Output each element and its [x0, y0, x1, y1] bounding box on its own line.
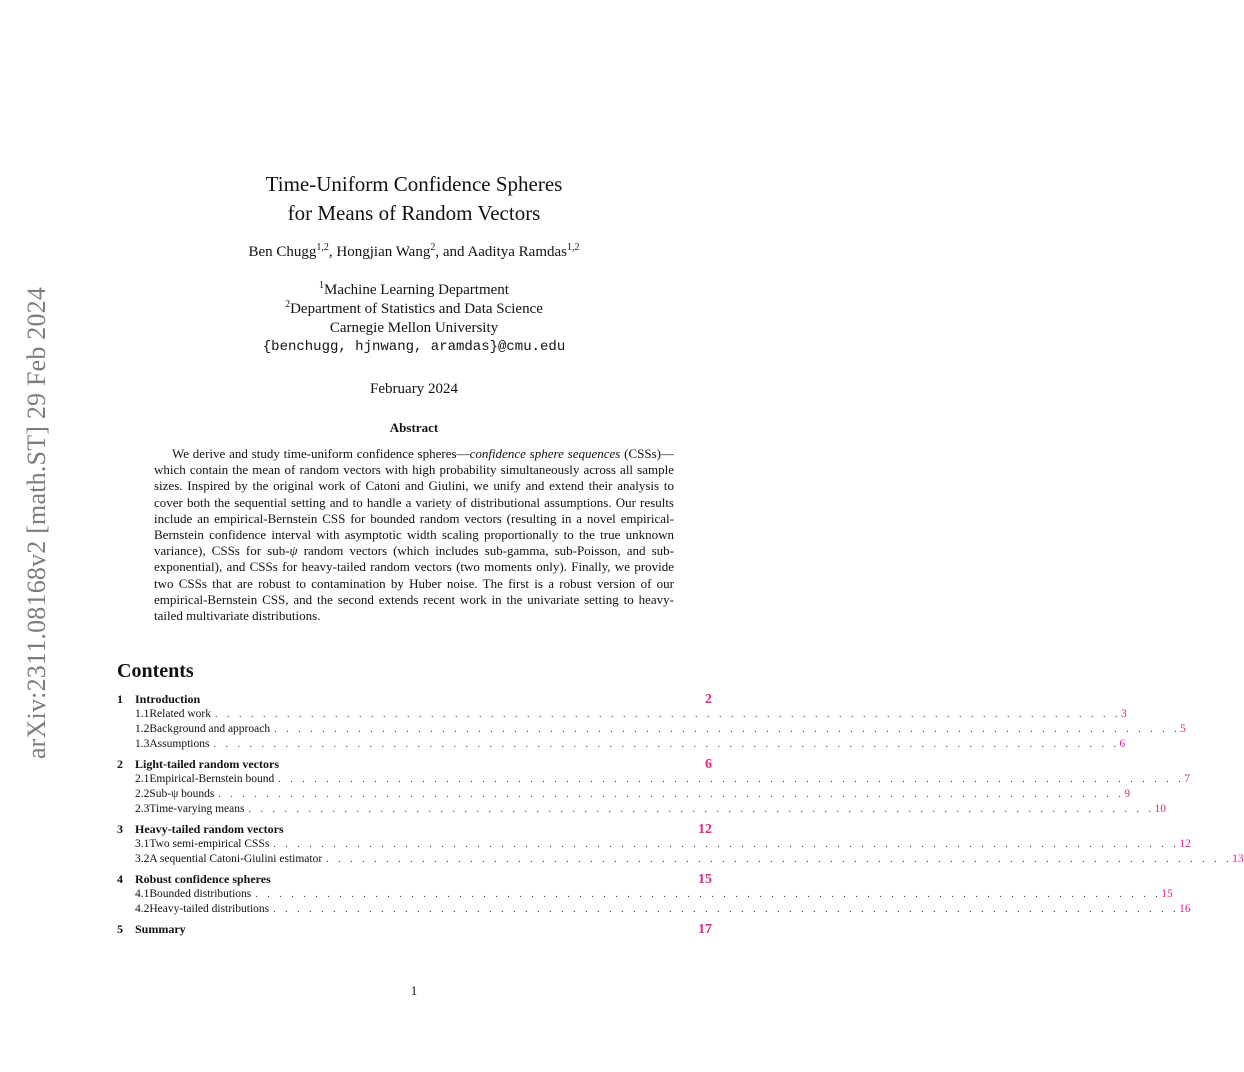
toc-subsection-number: 1.2 — [135, 723, 150, 735]
affiliations — [0, 281, 828, 357]
toc-section-title: Introduction — [135, 692, 201, 706]
toc-page-link[interactable]: 16 — [1179, 903, 1191, 915]
author-sep-1: , — [328, 244, 337, 260]
toc-subsection[interactable] — [117, 853, 1244, 868]
toc-subsection-number: 1.1 — [135, 708, 150, 720]
toc-leader-dots: . . . . . . . . . . . . . . . . . . . . . . . . . . . . . . . . . . . . . . . . . . . . . . . . . . . . . . . . . . . . . . . . . . . . . . . . . . . . — [273, 839, 1180, 850]
toc-page-link[interactable]: 3 — [1121, 708, 1127, 720]
toc-section[interactable] — [117, 757, 712, 773]
toc-section-number: 1 — [117, 692, 123, 706]
toc-subsection-title: Two semi-empirical CSSs — [149, 838, 270, 850]
toc-page-link[interactable]: 5 — [1180, 723, 1186, 735]
toc-page-link[interactable]: 7 — [1184, 773, 1190, 785]
toc-subsection[interactable] — [117, 723, 1186, 738]
toc-leader-dots: . . . . . . . . . . . . . . . . . . . . . . . . . . . . . . . . . . . . . . . . . . . . . . . . . . . . . . . . . . . . . . . . . . . . . . . . . . . . — [213, 739, 1120, 750]
toc-page-link[interactable]: 12 — [698, 822, 712, 837]
toc-subsection[interactable] — [117, 788, 1131, 803]
abstract-heading: Abstract — [389, 420, 439, 435]
toc-section-title: Heavy-tailed random vectors — [135, 822, 284, 836]
toc-subsection[interactable] — [117, 838, 1191, 853]
toc-subsection-title: Background and approach — [149, 723, 271, 735]
toc-subsection-title: Empirical-Bernstein bound — [149, 773, 275, 785]
author-1: Ben Chugg — [248, 244, 317, 260]
toc-section[interactable] — [117, 822, 712, 838]
paper-title — [0, 170, 828, 228]
toc-subsection-title: Time-varying means — [149, 803, 245, 815]
toc-section-number: 2 — [117, 757, 123, 771]
toc-section-number: 4 — [117, 872, 123, 886]
affiliation-2: $^2$Department of Statistics and Data Science — [285, 299, 543, 317]
toc-subsection-title: Sub-ψ bounds — [149, 788, 215, 800]
author-3: Aaditya Ramdas — [467, 244, 567, 260]
toc-section[interactable] — [117, 872, 712, 888]
page-number: 1 — [410, 983, 418, 998]
toc-subsection-number: 2.3 — [135, 803, 150, 815]
affiliation-1: $^1$Machine Learning Department — [319, 280, 509, 298]
email-address[interactable]: {benchugg, hjnwang, aramdas}@cmu.edu — [262, 339, 566, 355]
toc-page-link[interactable]: 15 — [698, 872, 712, 887]
contents-heading: Contents — [117, 660, 194, 682]
toc-page-link[interactable]: 12 — [1179, 838, 1191, 850]
title-line-2: for Means of Random Vectors — [287, 201, 541, 225]
toc-subsection-title: Related work — [149, 708, 212, 720]
toc-subsection[interactable] — [117, 803, 1166, 818]
toc-page-link[interactable]: 6 — [705, 757, 712, 772]
toc-page-link[interactable]: 10 — [1154, 803, 1166, 815]
author-list — [0, 244, 828, 261]
author-2-affil: 2 — [430, 242, 436, 253]
toc-leader-dots: . . . . . . . . . . . . . . . . . . . . . . . . . . . . . . . . . . . . . . . . . . . . . . . . . . . . . . . . . . . . . . . . . . . . . . . . . . . . — [274, 724, 1181, 735]
toc-subsection[interactable] — [117, 888, 1173, 903]
toc-section-title: Light-tailed random vectors — [135, 757, 279, 771]
toc-page-link[interactable]: 2 — [705, 692, 712, 707]
toc-section-title: Robust confidence spheres — [135, 872, 271, 886]
toc-subsection-number: 4.2 — [135, 903, 150, 915]
toc-subsection-title: Heavy-tailed distributions — [149, 903, 270, 915]
toc-subsection-number: 2.2 — [135, 788, 150, 800]
toc-leader-dots: . . . . . . . . . . . . . . . . . . . . . . . . . . . . . . . . . . . . . . . . . . . . . . . . . . . . . . . . . . . . . . . . . . . . . . . . . . . . — [255, 889, 1162, 900]
toc-section-title: Summary — [135, 922, 186, 936]
toc-section[interactable] — [117, 922, 712, 938]
toc-subsection-number: 3.2 — [135, 853, 150, 865]
toc-leader-dots: . . . . . . . . . . . . . . . . . . . . . . . . . . . . . . . . . . . . . . . . . . . . . . . . . . . . . . . . . . . . . . . . . . . . . . . . . . . . — [218, 789, 1125, 800]
toc-subsection-title: Bounded distributions — [149, 888, 252, 900]
toc-subsection[interactable] — [117, 708, 1127, 723]
toc-subsection[interactable] — [117, 903, 1191, 918]
toc-page-link[interactable]: 17 — [698, 922, 712, 937]
author-sep-2: , and — [435, 244, 468, 260]
toc-leader-dots: . . . . . . . . . . . . . . . . . . . . . . . . . . . . . . . . . . . . . . . . . . . . . . . . . . . . . . . . . . . . . . . . . . . . . . . . . . . . — [273, 904, 1180, 915]
toc-subsection-number: 4.1 — [135, 888, 150, 900]
toc-page-link[interactable]: 13 — [1232, 853, 1244, 865]
toc-section[interactable] — [117, 692, 712, 708]
toc-subsection-number: 2.1 — [135, 773, 150, 785]
author-1-affil: 1,2 — [316, 242, 329, 253]
toc-subsection-title: A sequential Catoni-Giulini estimator — [149, 853, 323, 865]
university: Carnegie Mellon University — [329, 320, 499, 336]
toc-page-link[interactable]: 15 — [1161, 888, 1173, 900]
arxiv-identifier-text: arXiv:2311.08168v2 [math.ST] 29 Feb 2024 — [22, 286, 52, 760]
table-of-contents — [117, 692, 1244, 938]
toc-leader-dots: . . . . . . . . . . . . . . . . . . . . . . . . . . . . . . . . . . . . . . . . . . . . . . . . . . . . . . . . . . . . . . . . . . . . . . . . . . . . — [215, 709, 1122, 720]
toc-leader-dots: . . . . . . . . . . . . . . . . . . . . . . . . . . . . . . . . . . . . . . . . . . . . . . . . . . . . . . . . . . . . . . . . . . . . . . . . . . . . — [326, 854, 1233, 865]
toc-section-number: 5 — [117, 922, 123, 936]
title-line-1: Time-Uniform Confidence Spheres — [265, 172, 563, 196]
author-3-affil: 1,2 — [567, 242, 580, 253]
toc-subsection[interactable] — [117, 773, 1190, 788]
toc-leader-dots: . . . . . . . . . . . . . . . . . . . . . . . . . . . . . . . . . . . . . . . . . . . . . . . . . . . . . . . . . . . . . . . . . . . . . . . . . . . . — [278, 774, 1185, 785]
toc-subsection-title: Assumptions — [149, 738, 210, 750]
toc-subsection-number: 3.1 — [135, 838, 150, 850]
author-2: Hongjian Wang — [336, 244, 431, 260]
toc-leader-dots: . . . . . . . . . . . . . . . . . . . . . . . . . . . . . . . . . . . . . . . . . . . . . . . . . . . . . . . . . . . . . . . . . . . . . . . . . . . . — [248, 804, 1155, 815]
toc-subsection[interactable] — [117, 738, 1126, 753]
toc-subsection-number: 1.3 — [135, 738, 150, 750]
toc-page-link[interactable]: 9 — [1124, 788, 1131, 800]
publication-date: February 2024 — [370, 381, 458, 397]
toc-section-number: 3 — [117, 822, 123, 836]
toc-page-link[interactable]: 6 — [1119, 738, 1126, 750]
abstract-body: We derive and study time-uniform confidence spheres—confidence sphere sequences (CSSs)—which contain the mean of random vectors with high probability simultaneously across all sample sizes. Inspired by the original work of Catoni and Giulini, we unify and extend their analysis to cover both the sequential setting and to handle a variety of distributional assumptions. Our results include an empirical-Bernstein CSS for bounded random vectors (resulting in a novel empirical-Bernstein confidence interval with asymptotic width scaling proportionally to the true unknown variance), CSSs for sub-ψ random vectors (which includes sub-gamma, sub-Poisson, and sub-exponential), and CSSs for heavy-tailed random vectors (two moments only). Finally, we provide two CSSs that are robust to contamination by Huber noise. The first is a robust version of our empirical-Bernstein CSS, and the second extends recent work in the univariate setting to heavy-tailed multivariate distributions. — [154, 446, 674, 624]
